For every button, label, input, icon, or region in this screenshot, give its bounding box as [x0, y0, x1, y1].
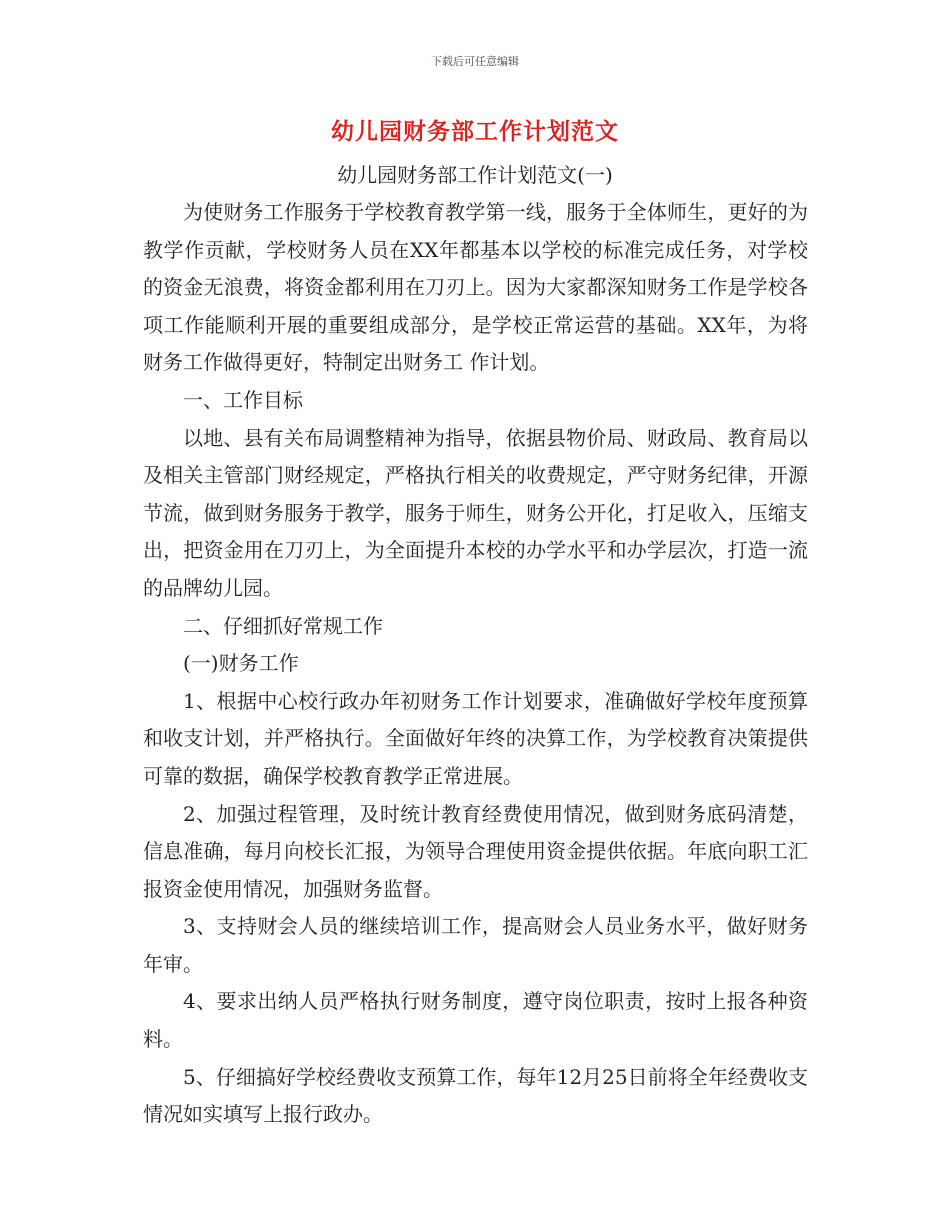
list-item-3: 3、支持财会人员的继续培训工作，提高财会人员业务水平，做好财务年审。	[143, 914, 808, 976]
paragraph-goals: 以地、县有关布局调整精神为指导，依据县物价局、财政局、教育局以及相关主管部门财经规定，严格执行相关的收费规定，严守财务纪律，开源节流，做到财务服务于教学，服务于师生，财务公开化，打足收入，压缩支出，把资金用在刀刃上，为全面提升本校的办学水平和办学层次，打造一流的品牌幼儿园。	[143, 425, 808, 600]
subsection-heading-finance: (一)财务工作	[183, 651, 299, 676]
section-heading-goals: 一、工作目标	[183, 387, 303, 412]
list-item-5: 5、仔细搞好学校经费收支预算工作，每年12月25日前将全年经费收支情况如实填写上报行政办。	[143, 1064, 808, 1127]
document-subtitle: 幼儿园财务部工作计划范文(一)	[337, 163, 613, 187]
document-title: 幼儿园财务部工作计划范文	[331, 119, 619, 145]
document-body	[143, 194, 808, 1134]
paragraph-intro: 为使财务工作服务于学校教育教学第一线，服务于全体师生，更好的为教学作贡献，学校财务人员在XX年都基本以学校的标准完成任务，对学校的资金无浪费，将资金都利用在刀刃上。因为大家都深知财务工作是学校各项工作能顺利开展的重要组成部分，是学校正常运营的基础。XX年，为将财务工作做得更好，特制定出财务工 作计划。	[143, 200, 808, 375]
list-item-4: 4、要求出纳人员严格执行财务制度，遵守岗位职责，按时上报各种资料。	[143, 989, 808, 1052]
section-heading-routine-work: 二、仔细抓好常规工作	[183, 613, 383, 638]
list-item-2: 2、加强过程管理，及时统计教育经费使用情况，做到财务底码清楚，信息准确，每月向校长汇报，为领导合理使用资金提供依据。年底向职工汇报资金使用情况，加强财务监督。	[143, 801, 808, 901]
list-item-1: 1、根据中心校行政办年初财务工作计划要求，准确做好学校年度预算和收支计划，并严格执行。全面做好年终的决算工作，为学校教育决策提供可靠的数据，确保学校教育教学正常进展。	[143, 688, 808, 788]
download-note: 下载后可任意编辑	[431, 55, 519, 68]
